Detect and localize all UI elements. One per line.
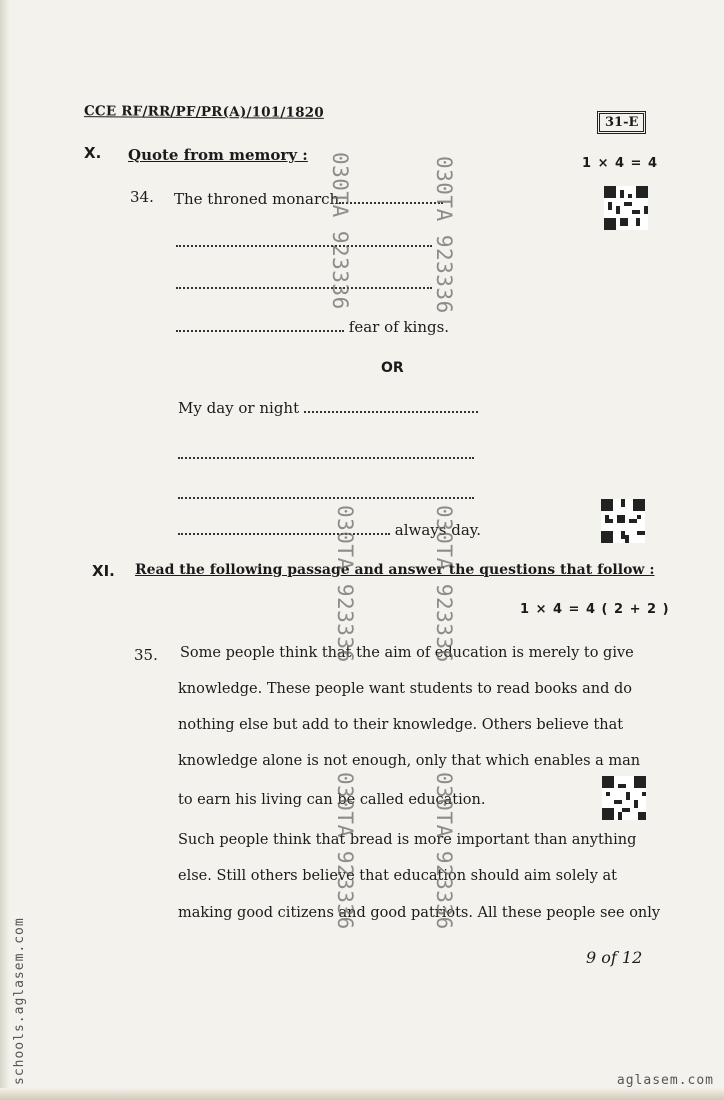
watermark-code: 030TA 923336 (432, 505, 456, 663)
section-x-number: X. (84, 144, 102, 162)
watermark-code: 030TA 923336 (328, 152, 352, 310)
passage-line: Some people think that the aim of education is merely to give (180, 645, 634, 661)
blank-line (178, 484, 474, 503)
blank-line (178, 532, 390, 535)
passage-line: else. Still others believe that education should aim solely at (178, 868, 617, 884)
page-left-edge (0, 0, 10, 1100)
passage-line: nothing else but add to their knowledge. Others believe that (178, 717, 624, 733)
passage-line: knowledge. These people want students to read books and do (178, 681, 632, 697)
blank-line (176, 274, 432, 293)
blank-line (304, 410, 478, 413)
qr-code-icon (601, 499, 645, 543)
blank-line (178, 444, 474, 463)
section-x-title: Quote from memory : (128, 146, 308, 164)
watermark-code: 030TA 923336 (333, 772, 357, 930)
alt-quote-end: always day. (394, 521, 482, 539)
section-xi-title: Read the following passage and answer the questions that follow : (135, 562, 655, 578)
section-xi-marks: 1 × 4 = 4 ( 2 + 2 ) (520, 602, 670, 617)
section-xi-number: XI. (92, 562, 115, 580)
passage-line: to earn his living can be called education. (178, 792, 486, 808)
question-34-end: fear of kings. (348, 318, 450, 336)
question-34-number: 34. (130, 188, 154, 206)
page-number: 9 of 12 (586, 948, 643, 967)
passage-line: Such people think that bread is more important than anything (178, 832, 637, 848)
site-watermark: aglasem.com (616, 1073, 714, 1088)
question-34-text (174, 190, 443, 208)
page-bottom-edge (0, 1088, 724, 1100)
alt-quote-start: My day or night (178, 399, 300, 417)
passage-line: knowledge alone is not enough, only that which enables a man (178, 753, 641, 769)
passage-line: making good citizens and good patriots. All these people see only (178, 905, 661, 921)
blank-line (176, 329, 344, 332)
qr-code-icon (602, 776, 646, 820)
qr-code-icon (604, 186, 648, 230)
question-34-start: The throned monarch (174, 190, 340, 208)
watermark-code: 030TA 923336 (333, 505, 357, 663)
side-watermark: schools.aglasem.com (12, 917, 27, 1085)
blank-line (176, 232, 432, 251)
watermark-code: 030TA 923336 (432, 156, 456, 314)
blank-line (339, 201, 443, 204)
question-35-number: 35. (134, 646, 158, 664)
question-34-end-line (176, 318, 449, 336)
box-code: 31-E (599, 113, 644, 132)
paper-code: CCE RF/RR/PF/PR(A)/101/1820 (83, 103, 324, 121)
alt-quote-start-line (178, 399, 478, 417)
section-x-marks: 1 × 4 = 4 (582, 156, 659, 171)
watermark-code: 030TA 923336 (432, 772, 456, 930)
or-label: OR (381, 360, 404, 376)
